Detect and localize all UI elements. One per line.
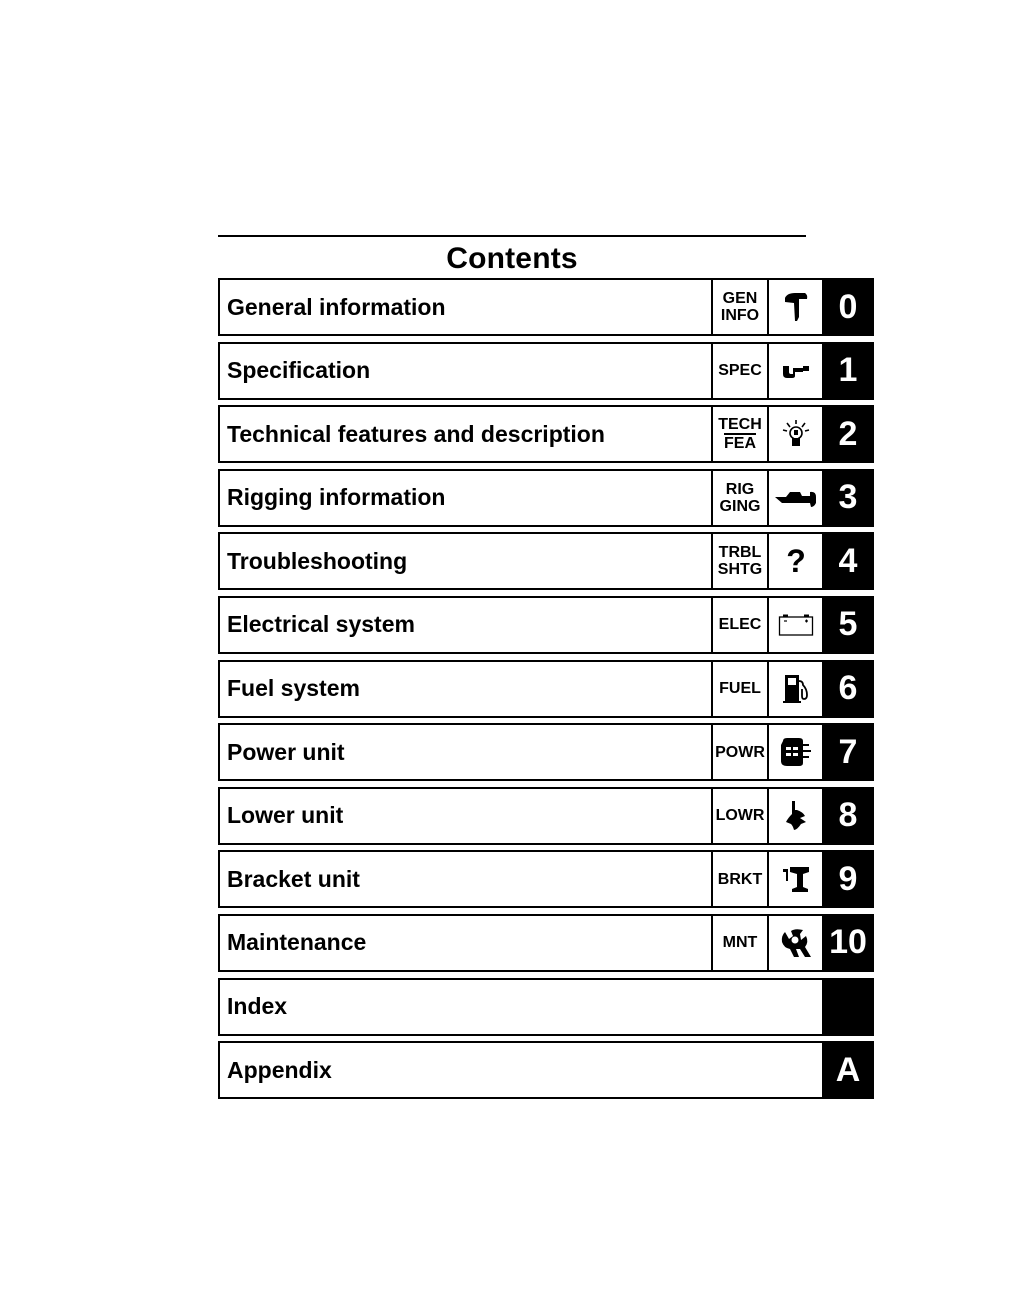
toc-entry-technical-features[interactable] [218,405,874,463]
chapter-number-tab[interactable]: 8 [822,787,874,845]
entry-label[interactable]: Index [218,978,822,1036]
chapter-number-tab[interactable]: 6 [822,660,874,718]
chapter-number-tab[interactable]: 3 [822,469,874,527]
chapter-number-tab[interactable]: 9 [822,850,874,908]
caliper-icon [767,342,822,400]
entry-abbreviation [711,914,767,972]
chapter-number-tab[interactable]: 1 [822,342,874,400]
chapter-number-tab[interactable]: A [822,1041,874,1099]
entry-abbreviation [711,278,767,336]
entry-abbreviation [711,723,767,781]
abbr-line-1: MNT [722,934,758,952]
chapter-number-tab[interactable]: 7 [822,723,874,781]
abbr-line-2: FEA [724,435,756,453]
contents-list [218,278,874,1105]
entry-abbreviation [711,342,767,400]
maintenance-wrench-icon [767,914,822,972]
entry-abbreviation [711,469,767,527]
toc-entry-troubleshooting[interactable] [218,532,874,590]
lower-unit-icon [767,787,822,845]
toc-entry-rigging-information[interactable] [218,469,874,527]
toc-entry-lower-unit[interactable] [218,787,874,845]
entry-label[interactable]: General information [218,278,711,336]
top-rule [218,235,806,237]
engine-icon [767,723,822,781]
lightbulb-icon [767,405,822,463]
entry-label[interactable]: Electrical system [218,596,711,654]
toc-entry-electrical-system[interactable] [218,596,874,654]
toc-entry-maintenance[interactable] [218,914,874,972]
chapter-number-tab[interactable]: 4 [822,532,874,590]
entry-label[interactable]: Rigging information [218,469,711,527]
abbr-line-1: GEN [722,290,758,307]
entry-label[interactable]: Specification [218,342,711,400]
chapter-number-tab[interactable]: 0 [822,278,874,336]
entry-label[interactable]: Maintenance [218,914,711,972]
chapter-number-tab[interactable]: 5 [822,596,874,654]
entry-label[interactable]: Troubleshooting [218,532,711,590]
entry-abbreviation [711,596,767,654]
entry-label[interactable]: Power unit [218,723,711,781]
page-title: Contents [446,242,578,275]
toc-entry-power-unit[interactable] [218,723,874,781]
toc-entry-index[interactable] [218,978,874,1036]
abbr-line-1: POWR [715,743,765,761]
abbr-line-1: TECH [718,416,762,434]
entry-label[interactable]: Technical features and description [218,405,711,463]
toc-entry-fuel-system[interactable] [218,660,874,718]
entry-abbreviation [711,660,767,718]
chapter-number-tab[interactable] [822,978,874,1036]
question-mark-icon [767,532,822,590]
entry-label[interactable]: Bracket unit [218,850,711,908]
bracket-icon [767,850,822,908]
entry-abbreviation [711,405,767,463]
chapter-number-tab[interactable]: 10 [822,914,874,972]
entry-abbreviation [711,787,767,845]
abbr-line-1: ELEC [718,616,762,634]
abbr-line-2: SHTG [717,561,763,579]
battery-icon [767,596,822,654]
entry-label[interactable]: Fuel system [218,660,711,718]
fuel-pump-icon [767,660,822,718]
svg-text:?: ? [785,546,806,577]
abbr-line-2: GING [719,497,761,515]
boat-icon [767,469,822,527]
entry-label[interactable]: Lower unit [218,787,711,845]
toc-entry-appendix[interactable] [218,1041,874,1099]
abbr-line-2: INFO [720,307,760,324]
abbr-line-1: RIG [725,480,755,498]
abbr-line-1: LOWR [715,807,765,825]
chapter-number-tab[interactable]: 2 [822,405,874,463]
outboard-motor-icon [767,278,822,336]
toc-entry-specification[interactable] [218,342,874,400]
abbr-line-1: SPEC [718,362,762,380]
abbr-line-1: TRBL [718,544,762,562]
entry-abbreviation [711,850,767,908]
toc-entry-bracket-unit[interactable] [218,850,874,908]
abbr-line-1: FUEL [719,680,761,698]
entry-label[interactable]: Appendix [218,1041,822,1099]
toc-entry-general-information[interactable] [218,278,874,336]
entry-abbreviation [711,532,767,590]
abbr-line-1: BRKT [717,870,763,888]
